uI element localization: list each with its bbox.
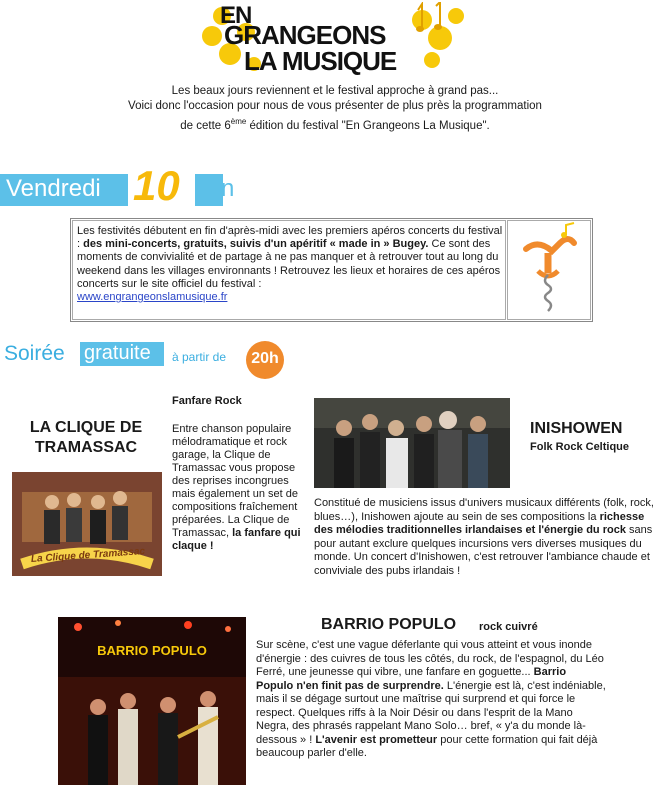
corkscrew-illustration [507,220,591,320]
logo-line-2: GRANGEONS [224,20,386,50]
clique-description: Entre chanson populaire mélodramatique et rock garage, la Clique de Tramassac vous propose des reprises incongrues mais également un set de compositions fraîchement préparées. La Clique de Tramassac, la fanfare qui claque ! [172,423,301,552]
intro-text [70,84,600,134]
soiree-banner [0,338,300,378]
intro-line-1: Les beaux jours reviennent et le festival approche à grand pas... [171,85,499,97]
inishowen-genre: Folk Rock Celtique [530,441,630,453]
day-month: juin [197,175,235,202]
barrio-genre: rock cuivré [479,621,538,633]
barrio-title: BARRIO POPULO [321,616,457,633]
logo-line-3: LA MUSIQUE [244,46,397,76]
inishowen-description: Constitué de musiciens issus d'univers musicaux différents (folk, rock, blues…), Inishowen ajoute au sein de ses compositions la richesse des mélodies traditionnelles irlandaises et l'énergie du rock sans pour autant exclure quelques incursions vers diverses musiques du monde. Un concert d'Inishowen, c'est retrouver l'ambiance chaude et conviviale des pubs irlandais ! [314,497,654,577]
clique-photo-caption: La Clique de Tramassac [30,546,146,565]
barrio-description: Sur scène, c'est une vague déferlante qui vous atteint et vous inonde d'énergie : des cuivres de tous les côtés, du rock, de l'espagnol, du Léo Ferré, une jeunesse qui vibre, une fanfare en goguette... Barrio Populo n'en finit pas de surprendre. L'énergie est là, c'est indéniable, mais il se dégage surtout une maîtrise qui surprend et qui force le respect. Quelques riffs à la Noir Désir ou dans l'esprit de la Mano Negra, des phrasés rappelant Mano Solo… bref, « y'a du monde là-dessous » ! L'avenir est prometteur pour cette formation qui fait déjà beaucoup parler d'elle. [256,639,606,759]
day-label: Vendredi [6,175,101,202]
day-banner [0,162,260,209]
logo-line-1: EN [220,2,252,29]
barrio-photo-sign: BARRIO POPULO [97,643,207,658]
band-photo-graphic [314,398,510,488]
time-badge: 20h [246,341,284,379]
intro-line-3: de cette 6ème édition du festival "En Grangeons La Musique". [180,117,490,132]
festival-website-link[interactable]: www.engrangeonslamusique.fr [77,291,228,304]
clique-photo [12,472,162,576]
clique-genre: Fanfare Rock [172,395,242,407]
clique-title: LA CLIQUE DE TRAMASSAC [29,419,143,456]
day-number: 10 [133,162,180,209]
intro-line-2: Voici donc l'occasion pour nous de vous présenter de plus près la programmation [128,100,542,112]
soiree-label: Soirée [4,342,65,365]
inishowen-title: INISHOWEN [530,420,623,437]
inishowen-photo [314,398,510,488]
festival-logo [200,2,470,76]
free-badge: gratuite [80,342,164,366]
barrio-photo [58,617,246,785]
aperos-text: Les festivités débutent en fin d'après-midi avec les premiers apéros concerts du festival : des mini-concerts, gratuits, suivis d'un apéritif « made in » Bugey. Ce sont des moments de convivialité et de partage à ne pas manquer et à retrouver tout au long du weekend dans les villages environnants ! Retrouvez les lieux et horaires de ces apéros concerts sur le site officiel du festival : www.engrangeonslamusique.fr [77,225,503,304]
starting-at-label: à partir de [172,350,227,364]
corkscrew-icon [508,221,590,319]
aperos-box [70,218,593,322]
